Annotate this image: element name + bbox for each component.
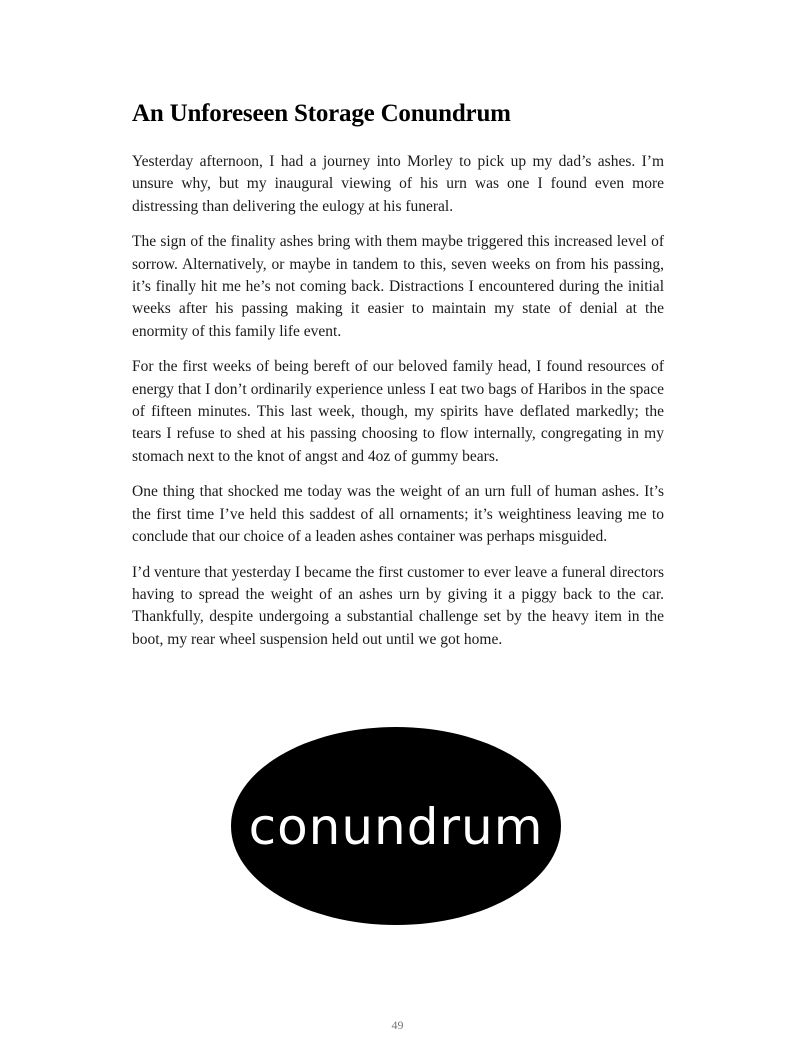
conundrum-logo <box>230 726 562 926</box>
logo-text: conundrum <box>248 798 544 856</box>
paragraph-4: One thing that shocked me today was the weight of an urn full of human ashes. It’s the first time I’ve held this saddest of all ornaments; it’s weightiness leaving me to conclude that our choice of a leaden ashes container was perhaps misguided. <box>132 483 664 546</box>
paragraph-1: Yesterday afternoon, I had a journey into Morley to pick up my dad’s ashes. I’m unsure why, but my inaugural viewing of his urn was one I found even more distressing than delivering the eulogy at his funeral. <box>132 153 664 215</box>
article-body <box>132 151 664 664</box>
paragraph-5: I’d venture that yesterday I became the first customer to ever leave a funeral directors having to spread the weight of an ashes urn by giving it a piggy back to the car. Thankfully, despite undergoing a substantial challenge set by the heavy item in the boot, my rear wheel suspension held out until we got home. <box>132 563 664 648</box>
page-number: 49 <box>391 1018 404 1032</box>
paragraph-2: The sign of the finality ashes bring with them maybe triggered this increased level of sorrow. Alternatively, or maybe in tandem to this, seven weeks on from his passing, it’s finally hit me he’s not coming back. Distractions I encountered during the initial weeks after his passing making it easier to maintain my state of denial at the enormity of this family life event. <box>132 233 664 340</box>
paragraph-3: For the first weeks of being bereft of our beloved family head, I found resources of energy that I don’t ordinarily experience unless I eat two bags of Haribos in the space of fifteen minutes. This last week, though, my spirits have deflated markedly; the tears I refuse to shed at his passing choosing to flow internally, congregating in my stomach next to the knot of angst and 4oz of gummy bears. <box>132 358 664 465</box>
page-title: An Unforeseen Storage Conundrum <box>132 100 511 127</box>
